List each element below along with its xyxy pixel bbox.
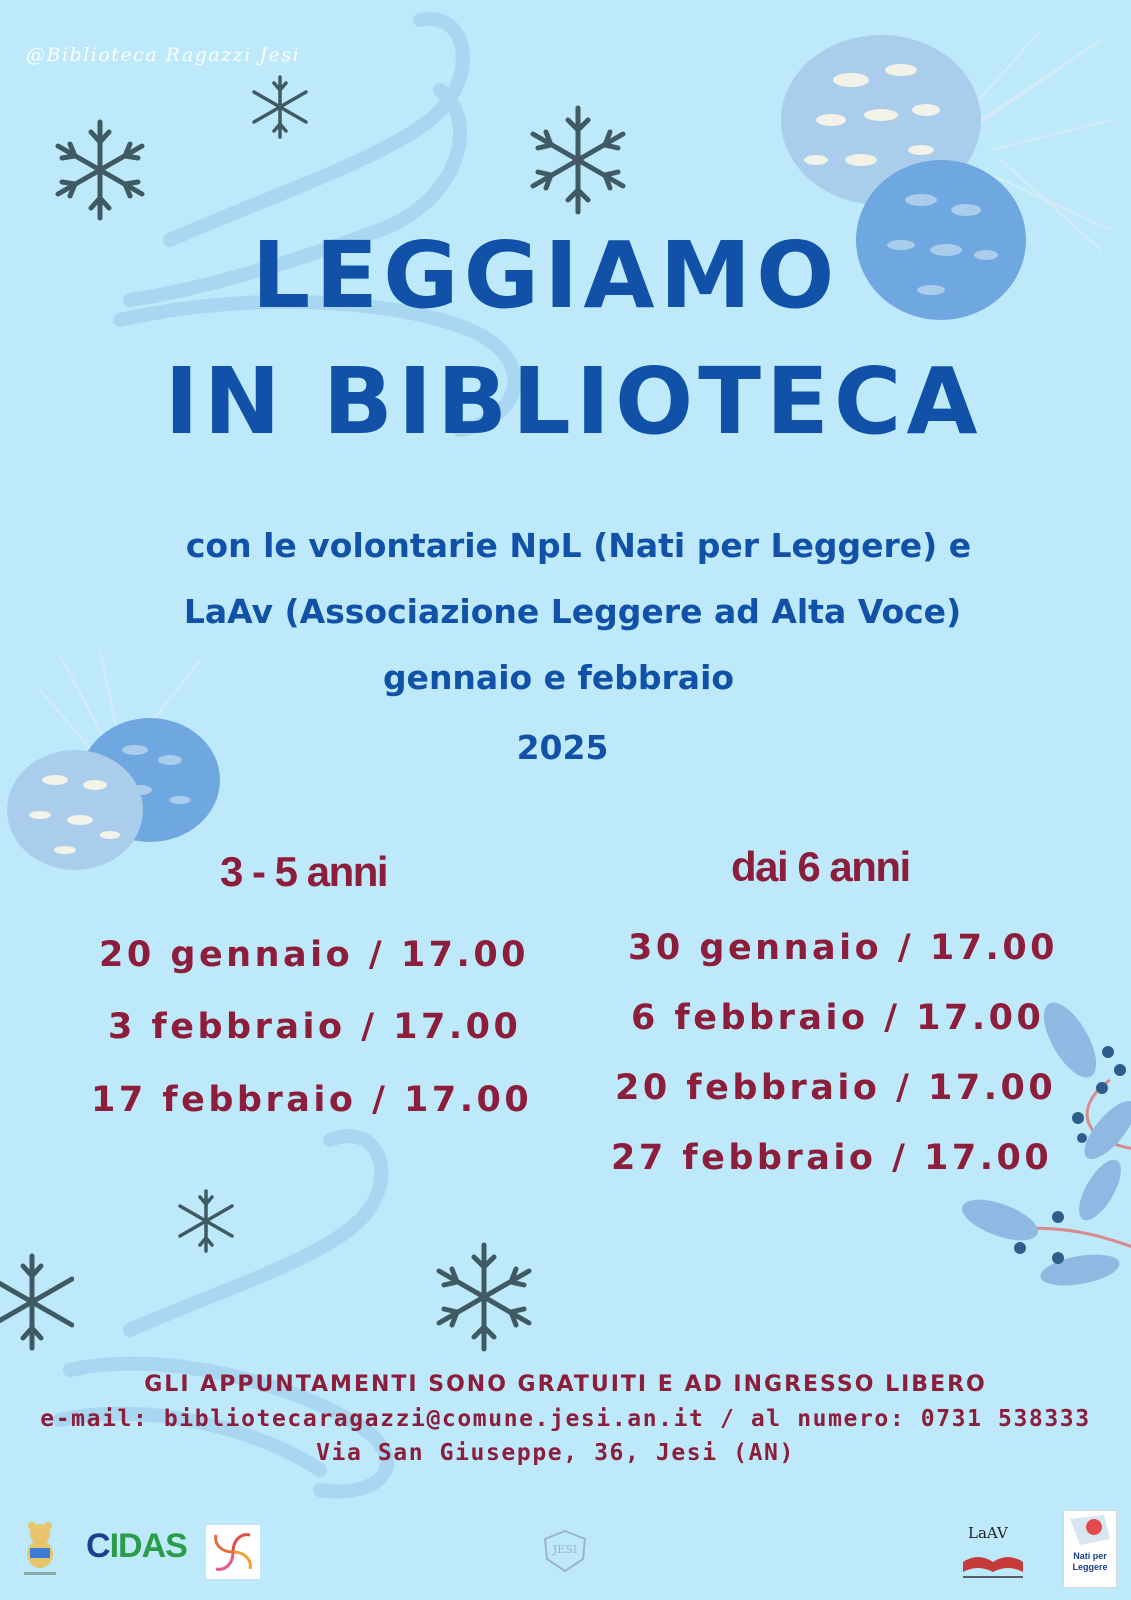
social-handle: @Biblioteca Ragazzi Jesi — [26, 44, 301, 66]
npl-label-line2: Leggere — [1072, 1562, 1108, 1572]
npl-label-line1: Nati per — [1073, 1551, 1107, 1561]
address: Via San Giuseppe, 36, Jesi (AN) — [316, 1440, 795, 1466]
date-item: 27 febbraio / 17.00 — [611, 1138, 1053, 1178]
nati-per-leggere-logo — [1063, 1510, 1117, 1588]
subtitle-months: gennaio e febbraio — [382, 658, 735, 697]
subtitle-year: 2025 — [516, 728, 609, 767]
age-group-6-plus: dai 6 anni — [731, 843, 910, 890]
page-title-line2: IN BIBLIOTECA — [164, 348, 983, 455]
subtitle-line2: LaAv (Associazione Leggere ad Alta Voce) — [183, 592, 962, 631]
date-item: 6 febbraio / 17.00 — [631, 998, 1045, 1038]
date-item: 30 gennaio / 17.00 — [628, 928, 1059, 968]
subtitle-line1: con le volontarie NpL (Nati per Leggere) e — [185, 526, 972, 565]
snowflake-icon — [55, 115, 145, 225]
page-title-line1: LEGGIAMO — [251, 222, 840, 329]
snowflake-icon — [176, 1186, 236, 1256]
cidas-logo: CIDAS — [86, 1527, 187, 1565]
laav-label: LaAV — [968, 1524, 1008, 1542]
jesi-logo — [535, 1525, 595, 1575]
pinwheel-logo — [206, 1525, 260, 1579]
laav-logo — [958, 1520, 1028, 1580]
bear-mascot-logo — [20, 1520, 60, 1580]
snowflake-icon — [530, 102, 626, 218]
date-item: 3 febbraio / 17.00 — [108, 1007, 522, 1047]
date-item: 20 febbraio / 17.00 — [615, 1068, 1057, 1108]
jesi-label: JESI — [552, 1543, 578, 1556]
age-group-3-5: 3 - 5 anni — [220, 848, 388, 895]
open-book-icon — [958, 1542, 1028, 1582]
free-entry-notice: GLI APPUNTAMENTI SONO GRATUITI E AD INGRESSO LIBERO — [144, 1372, 987, 1397]
date-item: 20 gennaio / 17.00 — [99, 935, 530, 975]
date-item: 17 febbraio / 17.00 — [91, 1080, 533, 1120]
contact-info: e-mail: bibliotecaragazzi@comune.jesi.an.it / al numero: 0731 538333 — [40, 1406, 1091, 1432]
snowflake-icon — [250, 72, 310, 142]
snowflake-icon — [0, 1250, 74, 1354]
npl-map-icon — [1064, 1511, 1116, 1549]
snowflake-icon — [436, 1240, 532, 1354]
